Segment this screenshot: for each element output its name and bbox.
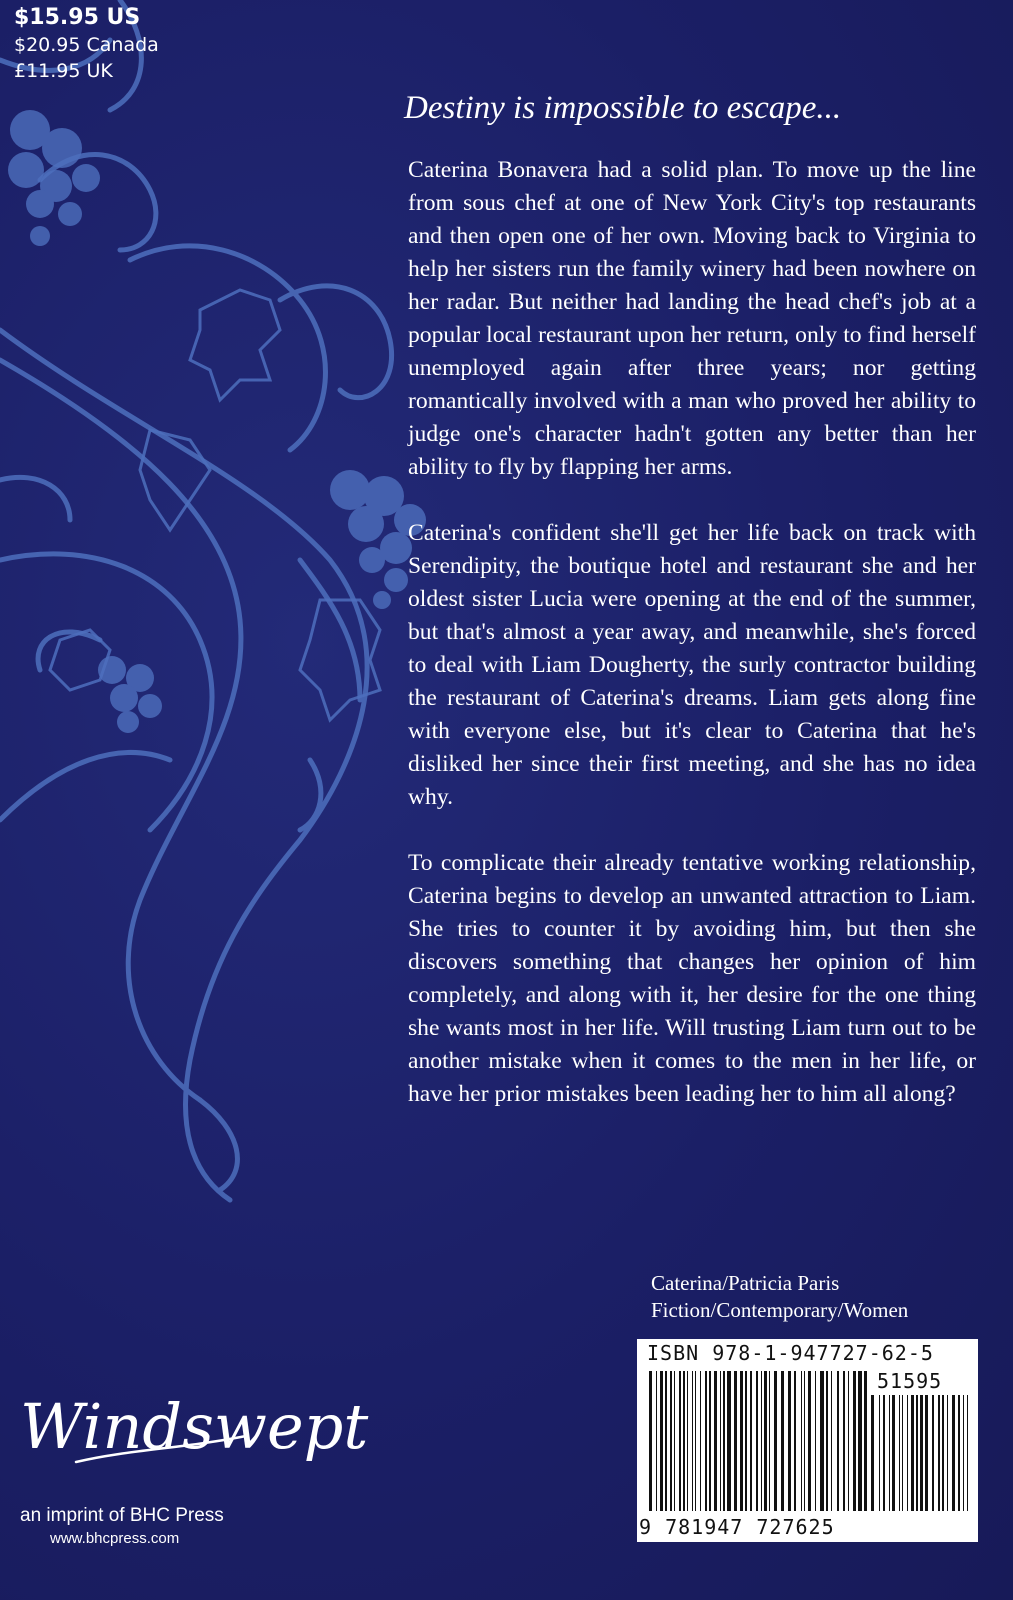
- isbn-text: ISBN 978-1-947727-62-5: [647, 1341, 934, 1365]
- barcode-bar: [665, 1371, 667, 1511]
- barcode-bar: [843, 1371, 845, 1511]
- barcode-bar: [723, 1371, 725, 1511]
- category-label: [651, 1270, 908, 1324]
- barcode-bar: [889, 1395, 890, 1511]
- barcode-price-code: 51595: [877, 1369, 943, 1393]
- barcode-bar: [952, 1395, 955, 1511]
- blurb-paragraph-2: Caterina's confident she'll get her life back on track with Serendipity, the boutique hotel and restaurant she and her oldest sister Lucia were opening at the end of the summer, but that's almost a year away, and meanwhile, she's forced to deal with Liam Dougherty, the surly contractor building the restaurant of Caterina's dreams. Liam gets along fine with everyone else, but it's clear to Caterina that he's disliked her since their first meeting, and she has no idea why.: [408, 520, 976, 810]
- blurb-paragraph-1: Caterina Bonavera had a solid plan. To move up the line from sous chef at one of New York City's top restaurants and then open one of her own. Moving back to Virginia to help her sisters run the family winery had been nowhere on her radar. But neither had landing the head chef's job at a popular local restaurant upon her return, only to find herself unemployed again after three years; nor getting romantically involved with a man who proved her ability to judge one's character hadn't gotten any better than her ability to fly by flapping her arms.: [408, 157, 976, 480]
- barcode-bar: [670, 1371, 672, 1511]
- barcode-bar: [727, 1371, 731, 1511]
- barcode-bar: [907, 1395, 908, 1511]
- barcode-bar: [826, 1371, 828, 1511]
- category-line-1: Caterina/Patricia Paris: [651, 1271, 840, 1295]
- barcode-bar: [804, 1371, 805, 1511]
- barcode-bar: [808, 1371, 811, 1511]
- barcode-bar: [745, 1371, 747, 1511]
- barcode-addon-bars: [871, 1395, 971, 1511]
- barcode-bar: [679, 1371, 681, 1511]
- barcode-bar: [820, 1371, 824, 1511]
- price-uk: £11.95 UK: [14, 60, 113, 82]
- barcode-bar: [958, 1395, 960, 1511]
- barcode-bar: [916, 1395, 918, 1511]
- barcode-bar: [938, 1395, 940, 1511]
- barcode-bar: [963, 1395, 964, 1511]
- barcode-bar: [687, 1371, 688, 1511]
- price-block: [14, 4, 159, 84]
- barcode-bar: [942, 1395, 944, 1511]
- barcode-bar: [764, 1371, 767, 1511]
- category-line-2: Fiction/Contemporary/Women: [651, 1298, 909, 1322]
- barcode-bar: [902, 1395, 903, 1511]
- barcode-bar: [794, 1371, 796, 1511]
- barcode-bar: [705, 1371, 707, 1511]
- barcode-main-bars: [649, 1371, 867, 1511]
- barcode-bar: [774, 1371, 777, 1511]
- barcode-bar: [660, 1371, 663, 1511]
- price-us: $15.95 US: [14, 5, 141, 30]
- barcode-bar: [720, 1371, 721, 1511]
- barcode-bar: [674, 1371, 675, 1511]
- barcode-bar: [864, 1371, 867, 1511]
- barcode-bar: [815, 1371, 816, 1511]
- barcode-bar: [848, 1371, 849, 1511]
- barcode-bar: [899, 1395, 900, 1511]
- barcode-bar: [649, 1371, 652, 1511]
- barcode-bar: [920, 1395, 923, 1511]
- barcode-bar: [740, 1371, 743, 1511]
- barcode-bar: [683, 1371, 685, 1511]
- barcode-bar: [750, 1371, 752, 1511]
- tagline-headline: Destiny is impossible to escape...: [404, 90, 842, 126]
- barcode-bar: [871, 1395, 874, 1511]
- barcode-bar: [911, 1395, 914, 1511]
- barcode-bar: [932, 1395, 934, 1511]
- windswept-logo: [16, 1370, 369, 1480]
- barcode-bar: [756, 1371, 758, 1511]
- barcode-bar: [700, 1371, 701, 1511]
- barcode-bar: [831, 1371, 832, 1511]
- barcode-bar: [656, 1371, 657, 1511]
- barcode-bar: [709, 1371, 711, 1511]
- barcode-bar: [761, 1371, 762, 1511]
- barcode-bar: [734, 1371, 737, 1511]
- barcode-digits: 9 781947 727625: [639, 1515, 835, 1539]
- blurb-paragraph-3: To complicate their already tentative working relationship, Caterina begins to develop an unwanted attraction to Liam. She tries to counter it by avoiding him, but then she discovers something that changes her opinion of him completely, and along with it, her desire for the one thing she wants most in her life. Will trusting Liam turn out to be another mistake when it comes to the men in her life, or have her prior mistakes been leading her to him all along?: [408, 850, 976, 1107]
- barcode-bar: [853, 1371, 856, 1511]
- barcode-bar: [883, 1395, 885, 1511]
- imprint-line: an imprint of BHC Press: [20, 1505, 224, 1526]
- barcode-bar: [801, 1371, 802, 1511]
- publisher-url: www.bhcpress.com: [50, 1530, 180, 1547]
- barcode-box: [637, 1339, 978, 1542]
- windswept-logo-text: Windswept: [20, 1390, 369, 1463]
- barcode-bar: [769, 1371, 770, 1511]
- barcode-bar: [967, 1395, 968, 1511]
- barcode-bar: [879, 1395, 880, 1511]
- barcode-bar: [837, 1371, 839, 1511]
- price-canada: $20.95 Canada: [14, 34, 159, 56]
- barcode-bar: [692, 1371, 693, 1511]
- barcode-bar: [695, 1371, 696, 1511]
- barcode-bar: [892, 1395, 895, 1511]
- barcode-bar: [781, 1371, 784, 1511]
- barcode-bar: [788, 1371, 791, 1511]
- barcode-bar: [714, 1371, 717, 1511]
- book-blurb: [408, 154, 976, 1144]
- barcode-bar: [925, 1395, 928, 1511]
- barcode-bar: [947, 1395, 948, 1511]
- barcode-bar: [858, 1371, 862, 1511]
